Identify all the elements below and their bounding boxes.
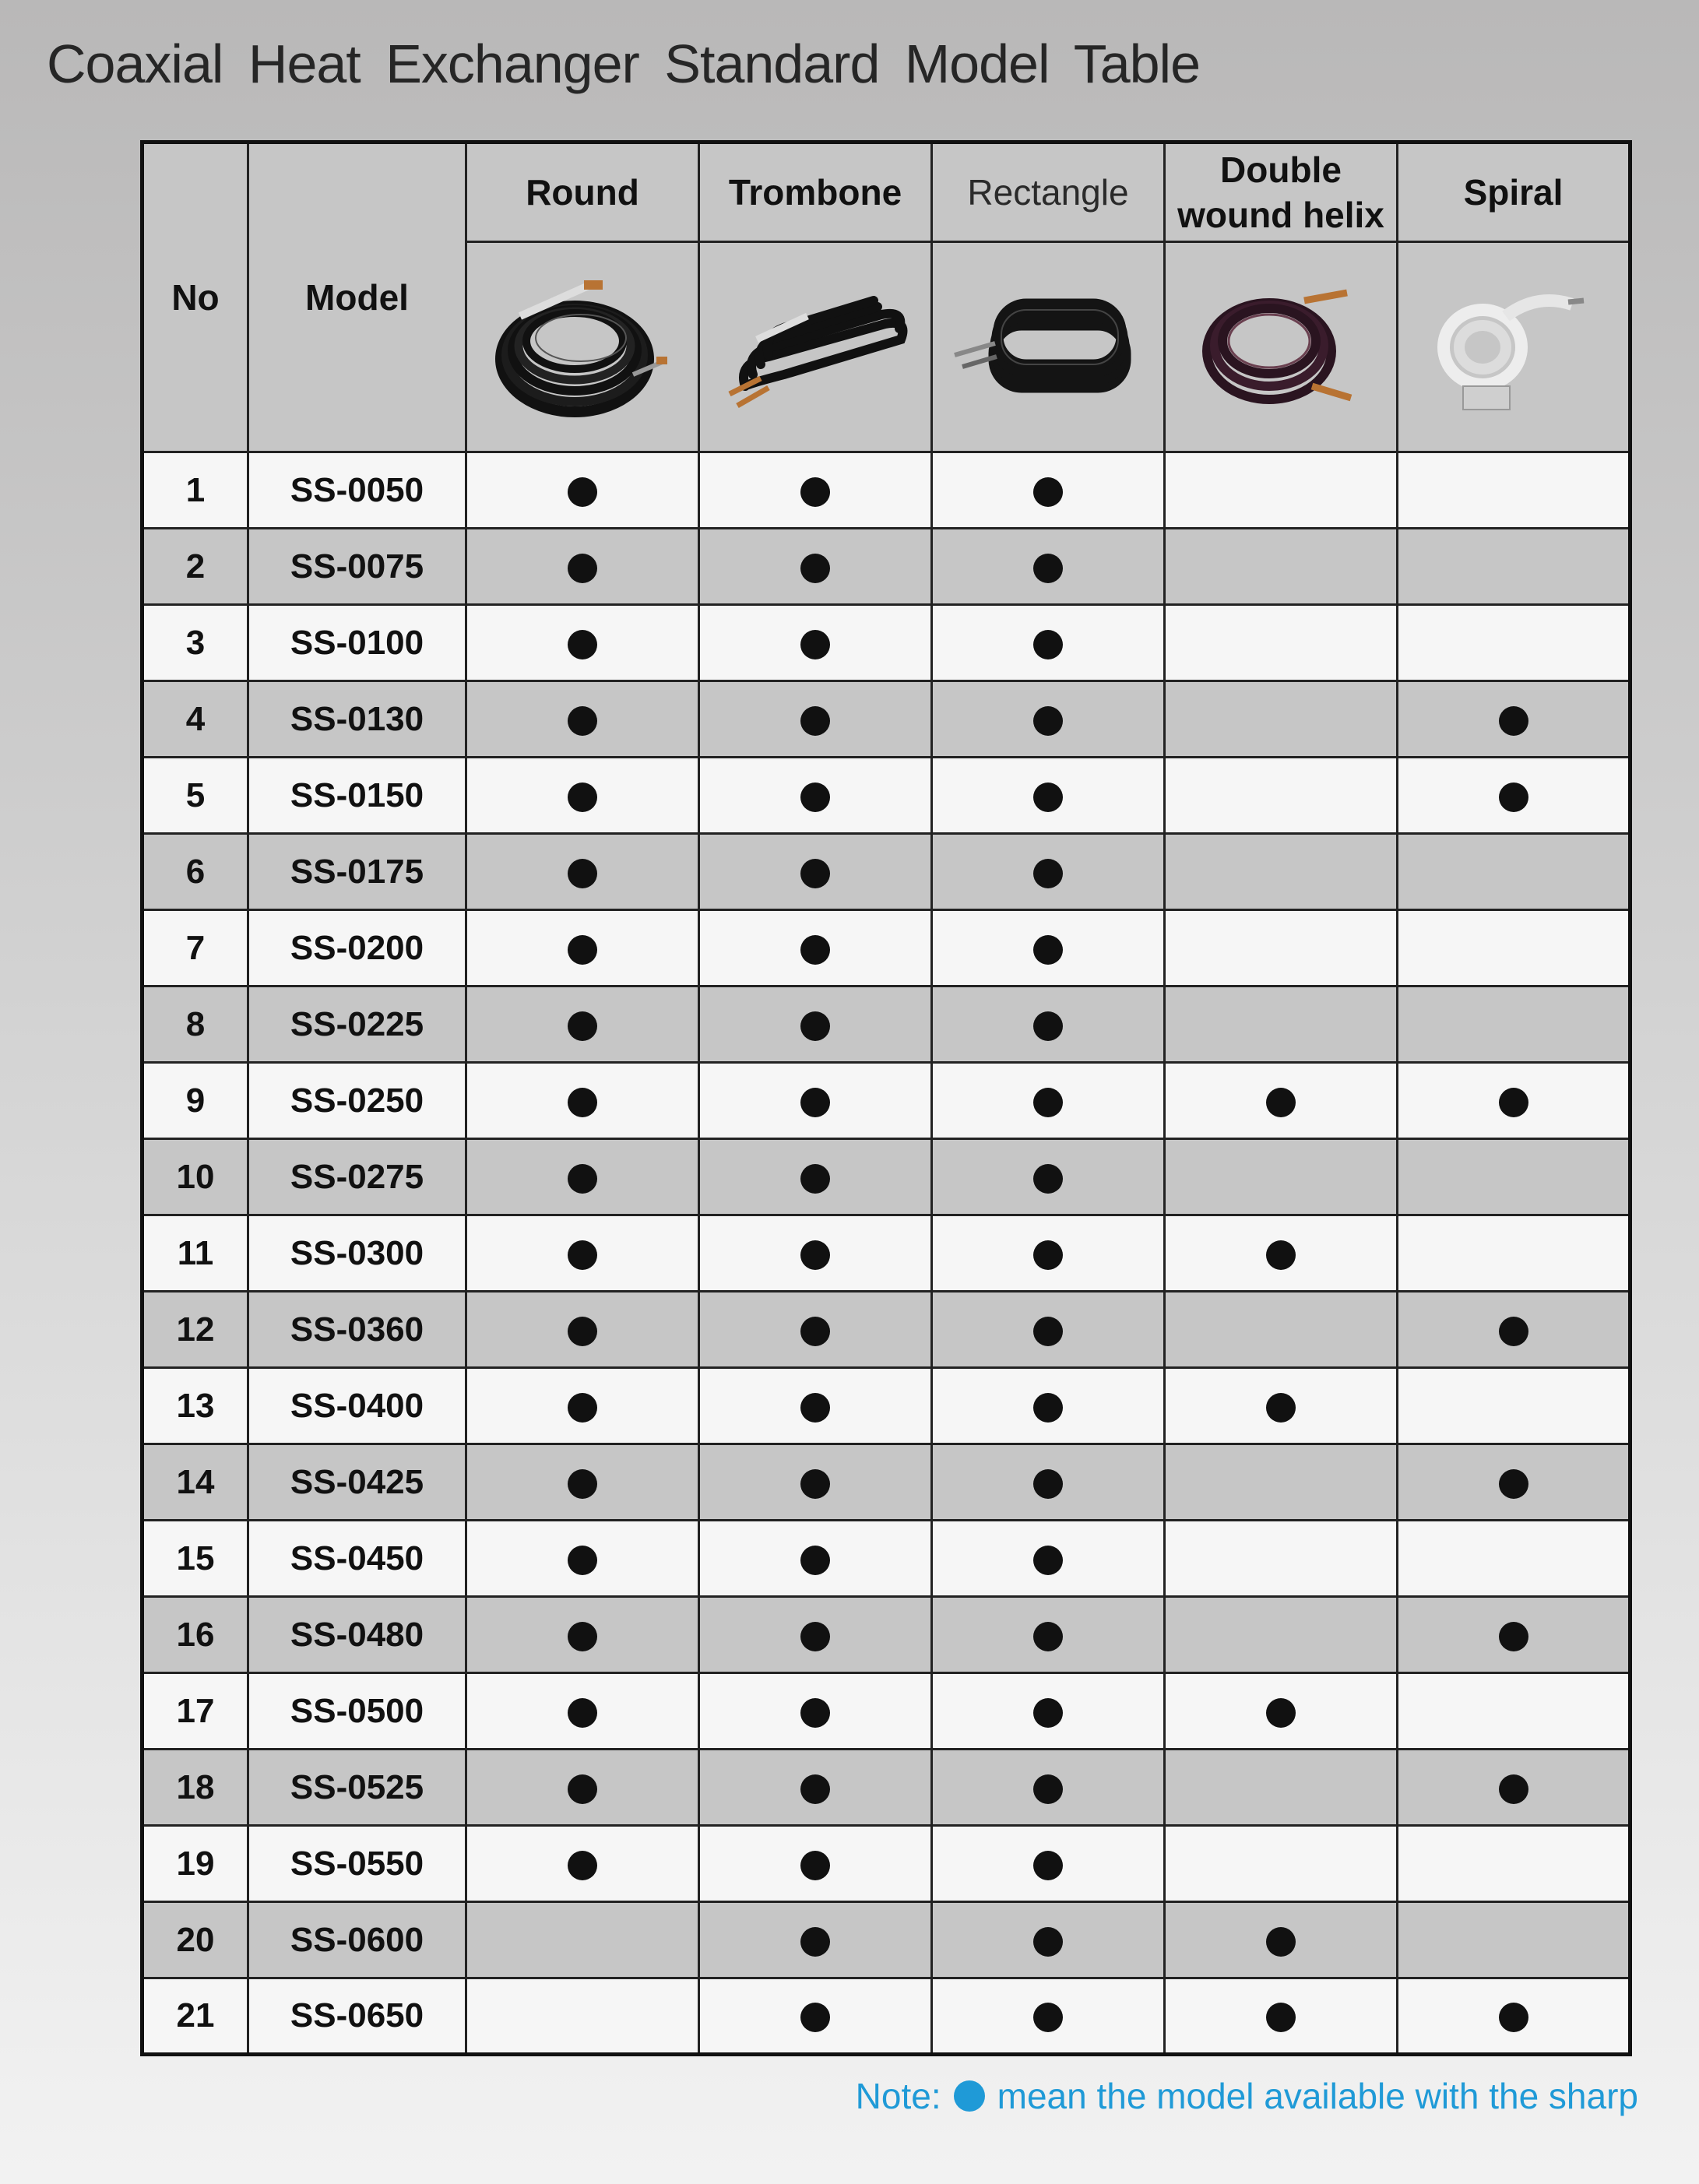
note-text: mean the model available with the sharp [997, 2076, 1638, 2116]
availability-dot-icon [1266, 1088, 1296, 1117]
cell-model: SS-0500 [248, 1673, 466, 1750]
cell-rectangle [932, 1750, 1165, 1826]
cell-spiral [1398, 681, 1630, 758]
cell-spiral [1398, 758, 1630, 834]
availability-dot-icon [568, 1393, 597, 1423]
cell-rectangle [932, 758, 1165, 834]
cell-double-wound-helix [1165, 1139, 1398, 1215]
cell-rectangle [932, 605, 1165, 681]
cell-model: SS-0275 [248, 1139, 466, 1215]
cell-round [466, 910, 699, 986]
availability-dot-icon [800, 1088, 830, 1117]
cell-no: 7 [142, 910, 248, 986]
cell-model: SS-0480 [248, 1597, 466, 1673]
availability-dot-icon [1033, 554, 1063, 583]
cell-rectangle [932, 452, 1165, 529]
availability-dot-icon [954, 2080, 985, 2112]
availability-dot-icon [568, 783, 597, 812]
availability-dot-icon [800, 2003, 830, 2032]
cell-rectangle [932, 1444, 1165, 1521]
header-double-line2: wound helix [1177, 195, 1384, 235]
cell-round [466, 529, 699, 605]
table-row [142, 1063, 1630, 1139]
availability-dot-icon [568, 1088, 597, 1117]
availability-dot-icon [1033, 935, 1063, 965]
legend-note [856, 2075, 1638, 2117]
header-round: Round [466, 142, 699, 242]
availability-dot-icon [1033, 477, 1063, 507]
availability-dot-icon [1033, 1546, 1063, 1575]
cell-rectangle [932, 1368, 1165, 1444]
cell-double-wound-helix [1165, 605, 1398, 681]
cell-trombone [699, 1139, 932, 1215]
availability-dot-icon [800, 859, 830, 888]
availability-dot-icon [1033, 1088, 1063, 1117]
cell-trombone [699, 1750, 932, 1826]
availability-dot-icon [1499, 1088, 1528, 1117]
availability-dot-icon [800, 1164, 830, 1194]
cell-no: 2 [142, 529, 248, 605]
cell-double-wound-helix [1165, 1292, 1398, 1368]
cell-rectangle [932, 1597, 1165, 1673]
availability-dot-icon [1499, 1622, 1528, 1651]
availability-dot-icon [1033, 1393, 1063, 1423]
availability-dot-icon [1266, 1927, 1296, 1957]
cell-round [466, 1978, 699, 2055]
cell-model: SS-0250 [248, 1063, 466, 1139]
trombone-coil-icon [714, 269, 916, 425]
cell-trombone [699, 605, 932, 681]
cell-no: 6 [142, 834, 248, 910]
cell-round [466, 1215, 699, 1292]
cell-rectangle [932, 986, 1165, 1063]
cell-double-wound-helix [1165, 834, 1398, 910]
spiral-coil-image [1398, 242, 1630, 452]
cell-rectangle [932, 1292, 1165, 1368]
table-row [142, 1139, 1630, 1215]
availability-dot-icon [568, 630, 597, 659]
availability-dot-icon [568, 935, 597, 965]
cell-spiral [1398, 834, 1630, 910]
cell-trombone [699, 681, 932, 758]
availability-dot-icon [800, 1774, 830, 1804]
availability-dot-icon [1033, 859, 1063, 888]
availability-dot-icon [800, 554, 830, 583]
cell-round [466, 605, 699, 681]
cell-double-wound-helix [1165, 986, 1398, 1063]
cell-model: SS-0450 [248, 1521, 466, 1597]
cell-round [466, 1826, 699, 1902]
cell-no: 11 [142, 1215, 248, 1292]
cell-round [466, 1063, 699, 1139]
cell-no: 16 [142, 1597, 248, 1673]
cell-model: SS-0075 [248, 529, 466, 605]
note-label: Note: [855, 2076, 941, 2116]
double-helix-coil-icon [1187, 269, 1374, 425]
cell-double-wound-helix [1165, 1521, 1398, 1597]
cell-model: SS-0600 [248, 1902, 466, 1978]
cell-spiral [1398, 1673, 1630, 1750]
table-row [142, 681, 1630, 758]
cell-spiral [1398, 986, 1630, 1063]
availability-dot-icon [1499, 2003, 1528, 2032]
availability-dot-icon [568, 477, 597, 507]
cell-trombone [699, 1902, 932, 1978]
availability-dot-icon [1033, 1011, 1063, 1041]
cell-no: 12 [142, 1292, 248, 1368]
availability-dot-icon [568, 1622, 597, 1651]
cell-spiral [1398, 1978, 1630, 2055]
availability-dot-icon [1033, 783, 1063, 812]
cell-round [466, 986, 699, 1063]
availability-dot-icon [568, 706, 597, 736]
cell-no: 15 [142, 1521, 248, 1597]
cell-double-wound-helix [1165, 910, 1398, 986]
cell-no: 8 [142, 986, 248, 1063]
availability-dot-icon [1033, 1317, 1063, 1346]
cell-trombone [699, 1444, 932, 1521]
cell-double-wound-helix [1165, 1978, 1398, 2055]
cell-round [466, 1521, 699, 1597]
cell-model: SS-0225 [248, 986, 466, 1063]
cell-spiral [1398, 1902, 1630, 1978]
cell-double-wound-helix [1165, 1215, 1398, 1292]
round-coil-image [466, 242, 699, 452]
cell-trombone [699, 1826, 932, 1902]
availability-dot-icon [800, 783, 830, 812]
availability-dot-icon [1033, 1927, 1063, 1957]
cell-double-wound-helix [1165, 1826, 1398, 1902]
cell-trombone [699, 529, 932, 605]
cell-double-wound-helix [1165, 681, 1398, 758]
table-row [142, 1368, 1630, 1444]
availability-dot-icon [1033, 630, 1063, 659]
cell-model: SS-0130 [248, 681, 466, 758]
cell-no: 3 [142, 605, 248, 681]
cell-no: 5 [142, 758, 248, 834]
cell-spiral [1398, 1521, 1630, 1597]
cell-no: 17 [142, 1673, 248, 1750]
table-row [142, 1750, 1630, 1826]
cell-model: SS-0360 [248, 1292, 466, 1368]
cell-model: SS-0300 [248, 1215, 466, 1292]
cell-rectangle [932, 1826, 1165, 1902]
double-helix-coil-image [1165, 242, 1398, 452]
cell-model: SS-0175 [248, 834, 466, 910]
availability-dot-icon [568, 554, 597, 583]
availability-dot-icon [1266, 1240, 1296, 1270]
cell-trombone [699, 1292, 932, 1368]
header-model: Model [248, 142, 466, 452]
availability-dot-icon [800, 706, 830, 736]
cell-no: 18 [142, 1750, 248, 1826]
cell-double-wound-helix [1165, 1063, 1398, 1139]
cell-rectangle [932, 834, 1165, 910]
availability-dot-icon [1266, 1698, 1296, 1728]
availability-dot-icon [1499, 783, 1528, 812]
page-title: Coaxial Heat Exchanger Standard Model Table [47, 33, 1201, 94]
cell-spiral [1398, 605, 1630, 681]
table-row [142, 1978, 1630, 2055]
cell-round [466, 681, 699, 758]
cell-trombone [699, 1673, 932, 1750]
availability-dot-icon [1499, 1774, 1528, 1804]
cell-model: SS-0050 [248, 452, 466, 529]
table-row [142, 986, 1630, 1063]
cell-trombone [699, 1063, 932, 1139]
cell-round [466, 1368, 699, 1444]
cell-spiral [1398, 1444, 1630, 1521]
cell-round [466, 834, 699, 910]
cell-model: SS-0200 [248, 910, 466, 986]
cell-rectangle [932, 1215, 1165, 1292]
availability-dot-icon [1033, 1469, 1063, 1499]
cell-spiral [1398, 1597, 1630, 1673]
model-table [140, 140, 1632, 2056]
cell-trombone [699, 758, 932, 834]
cell-model: SS-0100 [248, 605, 466, 681]
cell-no: 13 [142, 1368, 248, 1444]
availability-dot-icon [568, 1011, 597, 1041]
cell-round [466, 1444, 699, 1521]
cell-no: 20 [142, 1902, 248, 1978]
header-double-line1: Double [1220, 149, 1342, 190]
cell-round [466, 1750, 699, 1826]
availability-dot-icon [568, 1698, 597, 1728]
cell-round [466, 1673, 699, 1750]
availability-dot-icon [1033, 1240, 1063, 1270]
availability-dot-icon [1499, 1469, 1528, 1499]
header-spiral: Spiral [1398, 142, 1630, 242]
availability-dot-icon [800, 1393, 830, 1423]
header-rectangle: Rectangle [932, 142, 1165, 242]
cell-double-wound-helix [1165, 1444, 1398, 1521]
cell-trombone [699, 834, 932, 910]
table-row [142, 1292, 1630, 1368]
cell-rectangle [932, 529, 1165, 605]
round-coil-icon [489, 269, 676, 425]
cell-no: 14 [142, 1444, 248, 1521]
availability-dot-icon [1266, 2003, 1296, 2032]
cell-double-wound-helix [1165, 452, 1398, 529]
cell-spiral [1398, 1826, 1630, 1902]
availability-dot-icon [800, 1240, 830, 1270]
cell-double-wound-helix [1165, 1750, 1398, 1826]
availability-dot-icon [800, 477, 830, 507]
cell-rectangle [932, 1902, 1165, 1978]
cell-trombone [699, 1368, 932, 1444]
table-row [142, 605, 1630, 681]
cell-model: SS-0150 [248, 758, 466, 834]
cell-rectangle [932, 1139, 1165, 1215]
cell-trombone [699, 1597, 932, 1673]
cell-double-wound-helix [1165, 529, 1398, 605]
availability-dot-icon [1033, 1851, 1063, 1880]
cell-round [466, 1597, 699, 1673]
availability-dot-icon [800, 630, 830, 659]
spiral-coil-icon [1420, 269, 1607, 425]
cell-trombone [699, 1978, 932, 2055]
cell-trombone [699, 452, 932, 529]
table-row [142, 1902, 1630, 1978]
cell-double-wound-helix [1165, 758, 1398, 834]
availability-dot-icon [1033, 706, 1063, 736]
availability-dot-icon [800, 1546, 830, 1575]
availability-dot-icon [1499, 706, 1528, 736]
cell-round [466, 1139, 699, 1215]
table-row [142, 834, 1630, 910]
cell-trombone [699, 986, 932, 1063]
cell-no: 21 [142, 1978, 248, 2055]
cell-round [466, 1292, 699, 1368]
availability-dot-icon [568, 1774, 597, 1804]
cell-model: SS-0525 [248, 1750, 466, 1826]
table-row [142, 529, 1630, 605]
table-row [142, 1215, 1630, 1292]
trombone-coil-image [699, 242, 932, 452]
cell-spiral [1398, 1063, 1630, 1139]
availability-dot-icon [1033, 1622, 1063, 1651]
availability-dot-icon [800, 1698, 830, 1728]
table-row [142, 1673, 1630, 1750]
cell-spiral [1398, 910, 1630, 986]
cell-round [466, 452, 699, 529]
availability-dot-icon [800, 1011, 830, 1041]
availability-dot-icon [800, 935, 830, 965]
availability-dot-icon [568, 1317, 597, 1346]
availability-dot-icon [568, 1546, 597, 1575]
cell-double-wound-helix [1165, 1597, 1398, 1673]
cell-model: SS-0650 [248, 1978, 466, 2055]
cell-model: SS-0550 [248, 1826, 466, 1902]
cell-double-wound-helix [1165, 1368, 1398, 1444]
cell-rectangle [932, 1673, 1165, 1750]
header-no: No [142, 142, 248, 452]
cell-no: 1 [142, 452, 248, 529]
table-row [142, 1826, 1630, 1902]
cell-double-wound-helix [1165, 1902, 1398, 1978]
cell-double-wound-helix [1165, 1673, 1398, 1750]
cell-rectangle [932, 1521, 1165, 1597]
availability-dot-icon [568, 1469, 597, 1499]
cell-trombone [699, 1215, 932, 1292]
cell-spiral [1398, 1215, 1630, 1292]
table-row [142, 452, 1630, 529]
table-row [142, 758, 1630, 834]
cell-no: 9 [142, 1063, 248, 1139]
cell-spiral [1398, 1368, 1630, 1444]
cell-round [466, 1902, 699, 1978]
table-row [142, 1444, 1630, 1521]
availability-dot-icon [1033, 1164, 1063, 1194]
cell-no: 10 [142, 1139, 248, 1215]
table-row [142, 910, 1630, 986]
table-row [142, 1597, 1630, 1673]
availability-dot-icon [568, 1164, 597, 1194]
cell-spiral [1398, 1292, 1630, 1368]
cell-rectangle [932, 910, 1165, 986]
cell-trombone [699, 1521, 932, 1597]
availability-dot-icon [800, 1622, 830, 1651]
availability-dot-icon [568, 859, 597, 888]
cell-trombone [699, 910, 932, 986]
rectangle-coil-image [932, 242, 1165, 452]
cell-spiral [1398, 1139, 1630, 1215]
cell-spiral [1398, 1750, 1630, 1826]
rectangle-coil-icon [947, 269, 1149, 425]
cell-spiral [1398, 529, 1630, 605]
availability-dot-icon [1033, 2003, 1063, 2032]
cell-spiral [1398, 452, 1630, 529]
cell-no: 4 [142, 681, 248, 758]
cell-model: SS-0400 [248, 1368, 466, 1444]
cell-no: 19 [142, 1826, 248, 1902]
availability-dot-icon [800, 1851, 830, 1880]
cell-round [466, 758, 699, 834]
availability-dot-icon [1266, 1393, 1296, 1423]
cell-rectangle [932, 681, 1165, 758]
availability-dot-icon [1033, 1774, 1063, 1804]
cell-rectangle [932, 1978, 1165, 2055]
header-double-wound-helix [1165, 142, 1398, 242]
availability-dot-icon [800, 1317, 830, 1346]
availability-dot-icon [1033, 1698, 1063, 1728]
table-row [142, 1521, 1630, 1597]
cell-model: SS-0425 [248, 1444, 466, 1521]
availability-dot-icon [568, 1240, 597, 1270]
availability-dot-icon [1499, 1317, 1528, 1346]
availability-dot-icon [568, 1851, 597, 1880]
availability-dot-icon [800, 1469, 830, 1499]
cell-rectangle [932, 1063, 1165, 1139]
header-trombone: Trombone [699, 142, 932, 242]
availability-dot-icon [800, 1927, 830, 1957]
